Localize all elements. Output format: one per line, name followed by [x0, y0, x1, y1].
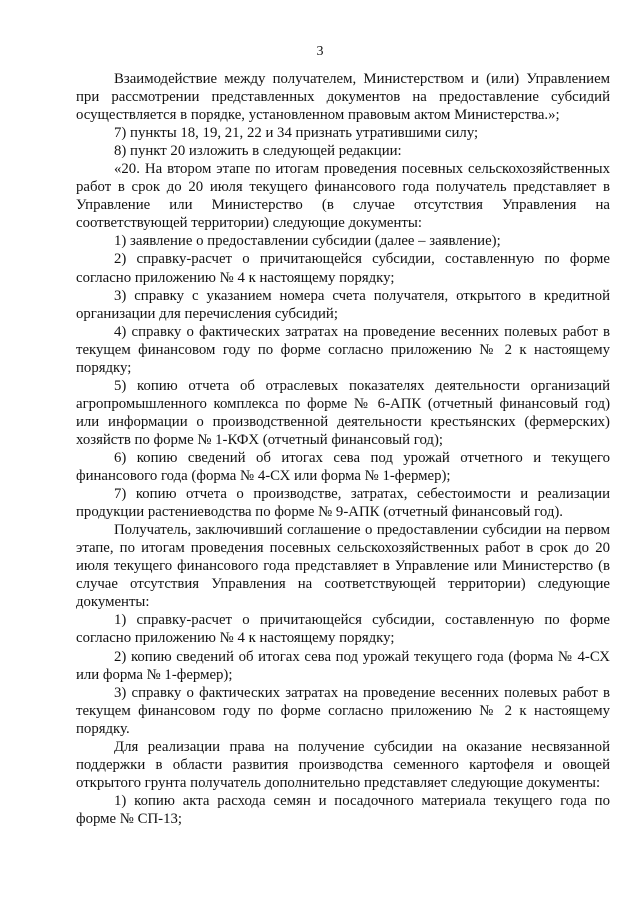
paragraph: 5) копию отчета об отраслевых показателях деятельности организаций агропромышленного комплекса по форме № 6-АПК (отчетный финансовый год) или информации о производственной деятельности крестьянских (фермерских) хозяйств по форме № 1-КФХ (отчетный финансовый год); — [76, 377, 610, 448]
paragraph: 4) справку о фактических затратах на проведение весенних полевых работ в текущем финансовом году по форме согласно приложению № 2 к настоящему порядку; — [76, 323, 610, 376]
paragraph: 1) справку-расчет о причитающейся субсидии, составленную по форме согласно приложению № 4 к настоящему порядку; — [76, 612, 610, 647]
paragraph: 7) копию отчета о производстве, затратах, себестоимости и реализации продукции растениеводства по форме № 9-АПК (отчетный финансовый год). — [76, 486, 610, 521]
paragraph: 8) пункт 20 изложить в следующей редакции: — [114, 143, 402, 160]
paragraph: 2) копию сведений об итогах сева под урожай текущего года (форма № 4-СХ или форма № 1-фермер); — [76, 648, 610, 683]
paragraph: 6) копию сведений об итогах сева под урожай отчетного и текущего финансового года (форма № 4-СХ или форма № 1-фермер); — [76, 449, 610, 485]
paragraph: 7) пункты 18, 19, 21, 22 и 34 признать утратившими силу; — [114, 125, 479, 142]
paragraph: 1) копию акта расхода семян и посадочного материала текущего года по форме № СП-13; — [76, 792, 610, 827]
paragraph: Взаимодействие между получателем, Министерством и (или) Управлением при рассмотрении представленных документов на предоставление субсидий осуществляется в порядке, установленном правовым актом Министерства.»; — [76, 71, 610, 124]
paragraph: 1) заявление о предоставлении субсидии (далее – заявление); — [114, 233, 501, 250]
paragraph: Получатель, заключивший соглашение о предоставлении субсидии на первом этапе, по итогам проведения посевных сельскохозяйственных работ в срок до 20 июля текущего финансового года представляет в Управление или Министерство (в случае отсутствия Управления на соответствующей территории) следующие документы: — [76, 522, 610, 611]
paragraph: 3) справку о фактических затратах на проведение весенних полевых работ в текущем финансовом году по форме согласно приложению № 2 к настоящему порядку. — [76, 684, 610, 737]
paragraph: 3) справку с указанием номера счета получателя, открытого в кредитной организации для перечисления субсидий; — [76, 287, 610, 322]
paragraph: Для реализации права на получение субсидии на оказание несвязанной поддержки в области развития производства семенного картофеля и овощей открытого грунта получатель дополнительно представляет следующие документы: — [76, 738, 610, 791]
document-body — [76, 70, 610, 828]
paragraph: «20. На втором этапе по итогам проведения посевных сельскохозяйственных работ в срок до 20 июля текущего финансового года получатель представляет в Управление или Министерство (в случае отсутствия Управления на соответствующей территории) следующие документы: — [76, 161, 610, 232]
page-number: 3 — [316, 44, 324, 59]
paragraph: 2) справку-расчет о причитающейся субсидии, составленную по форме согласно приложению № 4 к настоящему порядку; — [76, 251, 610, 286]
